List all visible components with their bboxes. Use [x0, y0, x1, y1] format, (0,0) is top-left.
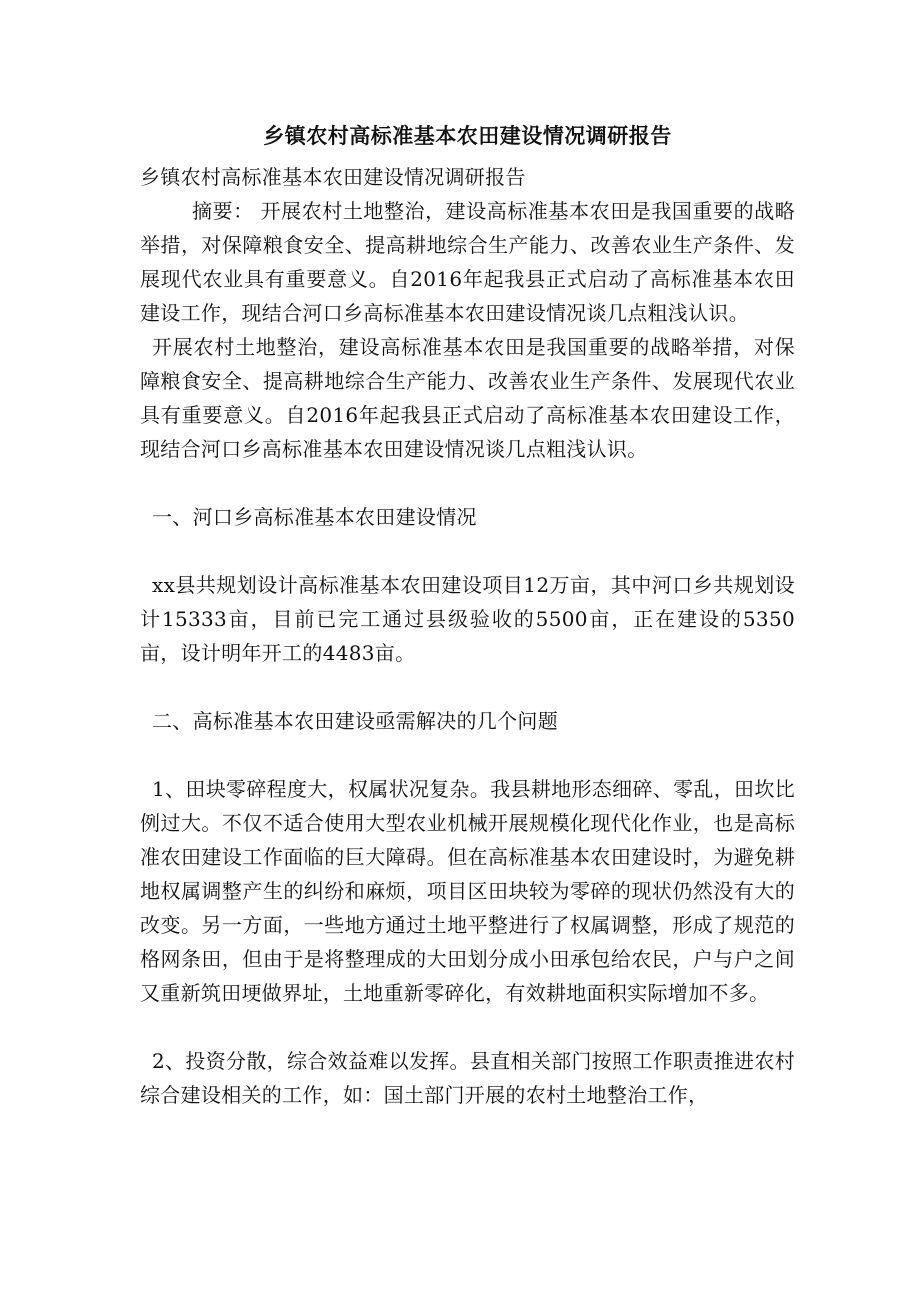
document-subtitle: 乡镇农村高标准基本农田建设情况调研报告: [140, 165, 526, 189]
document-body: [140, 118, 795, 1112]
section-heading-1: 一、河口乡高标准基本农田建设情况: [152, 505, 477, 529]
section-1-paragraph: xx县共规划设计高标准基本农田建设项目12万亩，其中河口乡共规划设计15333亩，目前已完工通过县级验收的5500亩，正在建设的5350亩，设计明年开工的4483亩。: [140, 573, 795, 665]
paragraph-spacer: [140, 466, 795, 500]
paragraph-spacer: [140, 1010, 795, 1044]
paragraph-spacer: [140, 534, 795, 568]
abstract-paragraph: 摘要： 开展农村土地整治，建设高标准基本农田是我国重要的战略举措，对保障粮食安全、提高耕地综合生产能力、改善农业生产条件、发展现代农业具有重要意义。自2016年起我县正式启动了高标准基本农田建设工作，现结合河口乡高标准基本农田建设情况谈几点粗浅认识。: [140, 199, 795, 325]
document-title: 乡镇农村高标准基本农田建设情况调研报告: [263, 123, 672, 148]
intro-paragraph: 开展农村土地整治，建设高标准基本农田是我国重要的战略举措，对保障粮食安全、提高耕地综合生产能力、改善农业生产条件、发展现代农业具有重要意义。自2016年起我县正式启动了高标准基本农田建设工作，现结合河口乡高标准基本农田建设情况谈几点粗浅认识。: [140, 335, 795, 461]
paragraph-spacer: [140, 738, 795, 772]
paragraph-spacer: [140, 670, 795, 704]
problem-2-paragraph: 2、投资分散，综合效益难以发挥。县直相关部门按照工作职责推进农村综合建设相关的工作，如：国土部门开展的农村土地整治工作，: [140, 1049, 795, 1107]
section-heading-2: 二、高标准基本农田建设亟需解决的几个问题: [152, 709, 558, 733]
problem-1-paragraph: 1、田块零碎程度大，权属状况复杂。我县耕地形态细碎、零乱，田坎比例过大。不仅不适合使用大型农业机械开展规模化现代化作业，也是高标准农田建设工作面临的巨大障碍。但在高标准基本农田建设时，为避免耕地权属调整产生的纠纷和麻烦，项目区田块较为零碎的现状仍然没有大的改变。另一方面，一些地方通过土地平整进行了权属调整，形成了规范的格网条田，但由于是将整理成的大田划分成小田承包给农民，户与户之间又重新筑田埂做界址，土地重新零碎化，有效耕地面积实际增加不多。: [140, 777, 795, 1005]
